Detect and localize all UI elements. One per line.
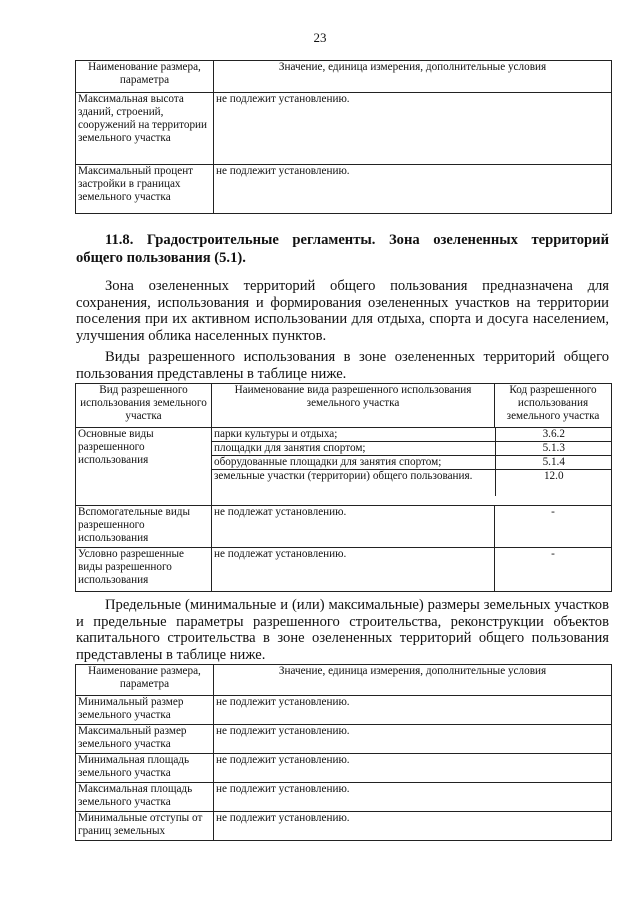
page-number: 23 (313, 30, 327, 45)
param-cell: Минимальная площадь земельного участка (76, 754, 214, 783)
paragraph-use-types: Виды разрешенного использования в зоне озелененных территорий общего пользования представлены в таблице ниже. (76, 349, 609, 382)
conditional-uses-code: - (495, 548, 612, 592)
table-row (76, 696, 612, 725)
table-header-row (76, 665, 612, 696)
column-header-value: Значение, единица измерения, дополнительные условия (214, 61, 612, 93)
column-header-use-code: Код разрешенного использования земельного участка (495, 384, 612, 428)
table-row (76, 812, 612, 841)
value-cell: не подлежит установлению. (214, 725, 612, 754)
auxiliary-uses-code: - (495, 506, 612, 548)
section-heading: 11.8. Градостроительные регламенты. Зона озелененных территорий общего пользования (5.1). (76, 232, 609, 266)
use-code: 12.0 (495, 470, 612, 497)
main-uses-label: Основные виды разрешенного использования (76, 428, 212, 506)
table-row (76, 783, 612, 812)
param-cell: Максимальный процент застройки в границах земельного участка (76, 165, 214, 214)
table-row (76, 165, 612, 214)
auxiliary-uses-name: не подлежат установлению. (212, 506, 495, 548)
table-row (76, 725, 612, 754)
value-cell: не подлежит установлению. (214, 165, 612, 214)
param-cell: Минимальные отступы от границ земельных (76, 812, 214, 841)
table-row (76, 93, 612, 165)
table-params-top (75, 60, 612, 214)
table-row (76, 754, 612, 783)
main-uses-list (212, 428, 612, 506)
use-name: земельные участки (территории) общего пользования. (214, 470, 473, 482)
value-cell: не подлежит установлению. (214, 812, 612, 841)
main-uses-subtable (212, 428, 612, 496)
paragraph-zone-purpose: Зона озелененных территорий общего пользования предназначена для сохранения, использования и формирования озелененных участков на территории поселения при их активном использовании для отдыха, спорта и досуга населением, улучшения облика населенных пунктов. (76, 278, 609, 344)
conditional-uses-name: не подлежат установлению. (212, 548, 495, 592)
paragraph-limit-params: Предельные (минимальные и (или) максимальные) размеры земельных участков и предельные параметры разрешенного строительства, реконструкции объектов капитального строительства в зоне озелененных территорий общего пользования представлены в таблице ниже. (76, 597, 609, 663)
param-cell: Минимальный размер земельного участка (76, 696, 214, 725)
table-header-row (76, 384, 612, 428)
table-permitted-uses-body (75, 383, 612, 592)
value-cell: не подлежит установлению. (214, 754, 612, 783)
use-code: 5.1.3 (495, 442, 612, 456)
use-code: 5.1.4 (495, 456, 612, 470)
value-cell: не подлежит установлению. (214, 783, 612, 812)
column-header-value: Значение, единица измерения, дополнительные условия (214, 665, 612, 696)
table-limit-params (75, 664, 612, 841)
value-cell: не подлежит установлению. (214, 696, 612, 725)
list-item (212, 428, 612, 442)
param-cell: Максимальная площадь земельного участка (76, 783, 214, 812)
auxiliary-uses-label: Вспомогательные виды разрешенного использования (76, 506, 212, 548)
conditional-uses-label: Условно разрешенные виды разрешенного использования (76, 548, 212, 592)
table-header-row (76, 61, 612, 93)
table-row-main-uses (76, 428, 612, 506)
list-item (212, 456, 612, 470)
use-name: оборудованные площадки для занятия спортом; (212, 456, 495, 470)
table-row-auxiliary-uses (76, 506, 612, 548)
column-header-use-name: Наименование вида разрешенного использования земельного участка (212, 384, 495, 428)
column-header-use-kind: Вид разрешенного использования земельного участка (76, 384, 212, 428)
use-code: 3.6.2 (495, 428, 612, 442)
value-cell: не подлежит установлению. (214, 93, 612, 165)
use-name: площадки для занятия спортом; (212, 442, 495, 456)
column-header-param: Наименование размера, параметра (76, 665, 214, 696)
use-name: парки культуры и отдыха; (212, 428, 495, 442)
param-cell: Максимальная высота зданий, строений, сооружений на территории земельного участка (76, 93, 214, 165)
list-item (212, 442, 612, 456)
table-row-conditional-uses (76, 548, 612, 592)
list-item (212, 470, 612, 497)
column-header-param: Наименование размера, параметра (76, 61, 214, 93)
param-cell: Максимальный размер земельного участка (76, 725, 214, 754)
